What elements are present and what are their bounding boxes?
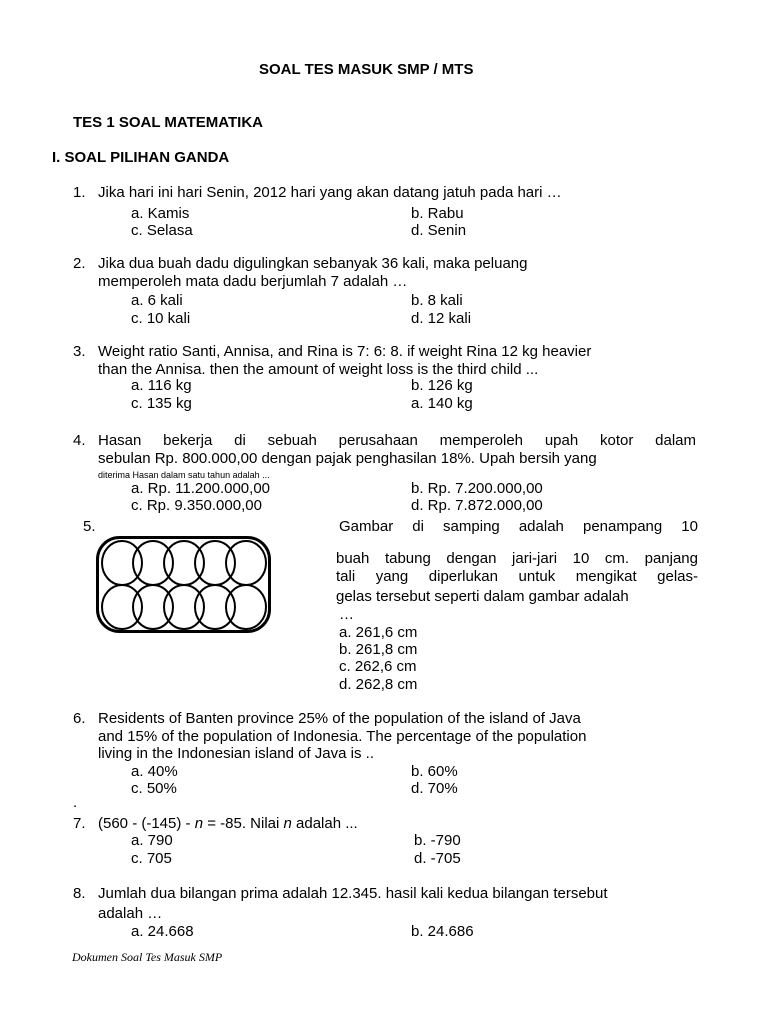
option-d: d. Rp. 7.872.000,00 xyxy=(411,497,543,514)
tube-circle xyxy=(133,541,173,585)
tube-circle xyxy=(102,541,142,585)
question-text-small: diterima Hasan dalam satu tahun adalah ... xyxy=(98,470,270,480)
option-b: b. Rabu xyxy=(411,205,464,222)
tube-circle xyxy=(226,585,266,629)
question-text: living in the Indonesian island of Java is .. xyxy=(98,745,374,762)
stray-dot: . xyxy=(73,794,78,811)
tube-circles xyxy=(102,541,266,629)
option-a: a. Rp. 11.200.000,00 xyxy=(131,480,270,497)
option-b: b. 261,8 cm xyxy=(339,641,418,658)
option-c: c. 262,6 cm xyxy=(339,658,417,675)
section-heading: I. SOAL PILIHAN GANDA xyxy=(52,149,230,166)
tube-cross-section-figure xyxy=(96,536,272,634)
option-d: d. Senin xyxy=(411,222,467,239)
page-title: SOAL TES MASUK SMP / MTS xyxy=(259,61,474,78)
question-number: 8. xyxy=(73,885,86,902)
question-text: tali yang diperlukan untuk mengikat gelas- xyxy=(336,568,698,585)
option-b: b. 126 kg xyxy=(411,377,473,394)
tube-circle xyxy=(102,585,142,629)
option-b: b. 8 kali xyxy=(411,292,463,309)
option-a: a. 6 kali xyxy=(131,292,183,309)
tube-circle xyxy=(164,585,204,629)
option-a: a. 40% xyxy=(131,763,178,780)
question-number: 5. xyxy=(83,518,96,535)
question-number: 7. xyxy=(73,815,86,832)
tube-circle xyxy=(226,541,266,585)
option-b: b. -790 xyxy=(414,832,461,849)
question-text: adalah … xyxy=(98,905,163,922)
option-a: a. 790 xyxy=(131,832,173,849)
tube-circle xyxy=(164,541,204,585)
question-number: 1. xyxy=(73,184,86,201)
option-a: a. Kamis xyxy=(131,205,190,222)
question-text: Jika hari ini hari Senin, 2012 hari yang akan datang jatuh pada hari … xyxy=(98,184,562,201)
question-text: buah tabung dengan jari-jari 10 cm. panjang xyxy=(336,550,698,567)
option-c: c. 50% xyxy=(131,780,177,797)
option-c: c. 135 kg xyxy=(131,395,192,412)
question-text: memperoleh mata dadu berjumlah 7 adalah … xyxy=(98,273,408,290)
question-text: gelas tersebut seperti dalam gambar adalah xyxy=(336,588,629,605)
option-d: d. 262,8 cm xyxy=(339,676,418,693)
option-b: b. 60% xyxy=(411,763,458,780)
question-number: 2. xyxy=(73,255,86,272)
option-c: c. 705 xyxy=(131,850,172,867)
option-c: c. 10 kali xyxy=(131,310,191,327)
question-text: Gambar di samping adalah penampang 10 xyxy=(339,518,698,535)
tube-circle xyxy=(195,541,235,585)
question-text: Jumlah dua bilangan prima adalah 12.345. hasil kali kedua bilangan tersebut xyxy=(98,885,608,902)
question-text: (560 - (-145) - n = -85. Nilai n adalah ... xyxy=(98,815,358,832)
variable-n: n xyxy=(283,815,292,832)
option-a: a. 261,6 cm xyxy=(339,624,418,641)
option-d: d. -705 xyxy=(414,850,461,867)
variable-n: n xyxy=(194,815,204,832)
document-footer: Dokumen Soal Tes Masuk SMP xyxy=(72,950,223,964)
tube-circle xyxy=(133,585,173,629)
option-a: a. 24.668 xyxy=(131,923,194,940)
tube-circle xyxy=(195,585,235,629)
option-c: c. Selasa xyxy=(131,222,193,239)
option-d: a. 140 kg xyxy=(411,395,473,412)
question-text: and 15% of the population of Indonesia. The percentage of the population xyxy=(98,728,587,745)
option-a: a. 116 kg xyxy=(131,377,192,394)
question-text: Jika dua buah dadu digulingkan sebanyak 36 kali, maka peluang xyxy=(98,255,528,272)
question-number: 3. xyxy=(73,343,86,360)
option-d: d. 70% xyxy=(411,780,458,797)
question-text: … xyxy=(339,606,354,623)
option-b: b. Rp. 7.200.000,00 xyxy=(411,480,543,497)
option-b: b. 24.686 xyxy=(411,923,474,940)
option-c: c. Rp. 9.350.000,00 xyxy=(131,497,262,514)
question-text: than the Annisa. then the amount of weight loss is the third child ... xyxy=(98,361,539,378)
question-number: 6. xyxy=(73,710,86,727)
test-subtitle: TES 1 SOAL MATEMATIKA xyxy=(73,114,264,131)
question-text: Residents of Banten province 25% of the population of the island of Java xyxy=(98,710,581,727)
question-number: 4. xyxy=(73,432,86,449)
question-text: Weight ratio Santi, Annisa, and Rina is 7: 6: 8. if weight Rina 12 kg heavier xyxy=(98,343,592,360)
option-d: d. 12 kali xyxy=(411,310,472,327)
question-text: Hasan bekerja di sebuah perusahaan memperoleh upah kotor dalam xyxy=(98,432,696,449)
question-text: sebulan Rp. 800.000,00 dengan pajak penghasilan 18%. Upah bersih yang xyxy=(98,450,597,467)
